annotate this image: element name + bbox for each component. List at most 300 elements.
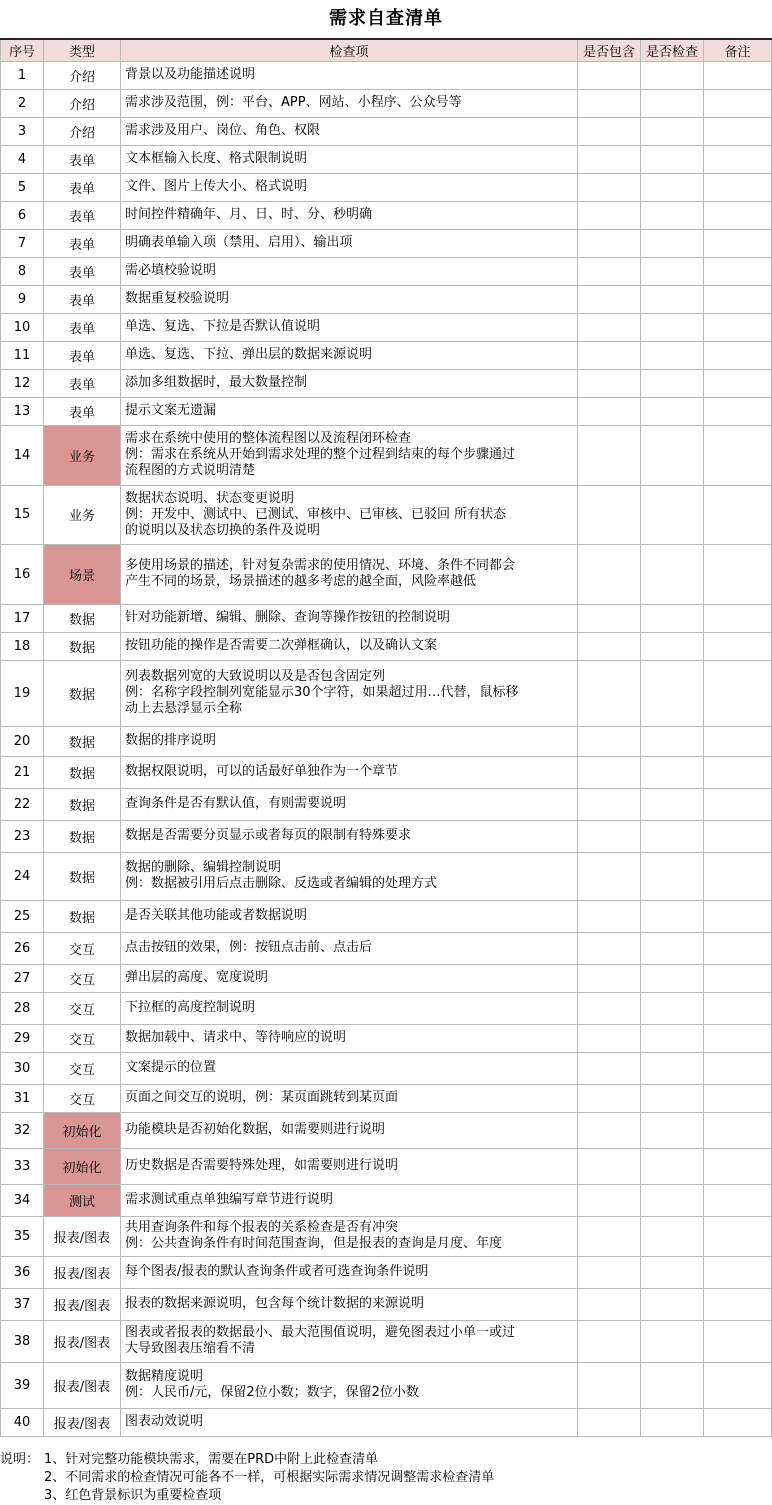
remark-cell[interactable] — [704, 544, 772, 604]
table-row — [1, 964, 772, 992]
type-cell[interactable]: 交互 — [44, 992, 121, 1024]
remark-cell[interactable] — [704, 964, 772, 992]
check-item-cell[interactable] — [121, 1084, 578, 1112]
included-cell[interactable] — [578, 632, 641, 660]
remark-cell[interactable] — [704, 820, 772, 852]
included-cell[interactable] — [578, 1320, 641, 1362]
included-cell[interactable] — [578, 1362, 641, 1408]
type-cell[interactable]: 数据 — [44, 660, 121, 726]
included-cell[interactable] — [578, 820, 641, 852]
checked-cell[interactable] — [641, 1362, 704, 1408]
checked-cell[interactable] — [641, 756, 704, 788]
checked-cell[interactable] — [641, 1084, 704, 1112]
checked-cell[interactable] — [641, 89, 704, 117]
remark-cell[interactable] — [704, 1184, 772, 1216]
checked-cell[interactable] — [641, 369, 704, 397]
row-number-cell[interactable]: 22 — [1, 788, 44, 820]
check-item-cell[interactable] — [121, 61, 578, 89]
check-item-cell[interactable] — [121, 1320, 578, 1362]
type-cell[interactable]: 业务 — [44, 425, 121, 485]
remark-cell[interactable] — [704, 660, 772, 726]
table-body — [1, 61, 772, 1436]
row-number-cell[interactable]: 28 — [1, 992, 44, 1024]
check-item-cell[interactable] — [121, 1256, 578, 1288]
checked-cell[interactable] — [641, 397, 704, 425]
check-item-line: 数据的排序说明 — [125, 733, 217, 748]
included-cell[interactable] — [578, 229, 641, 257]
type-cell[interactable]: 交互 — [44, 964, 121, 992]
check-item-line: 是否关联其他功能或者数据说明 — [125, 908, 308, 923]
checked-cell[interactable] — [641, 1052, 704, 1084]
check-item-cell[interactable] — [121, 1408, 578, 1436]
table-row — [1, 425, 772, 485]
row-number-cell[interactable]: 27 — [1, 964, 44, 992]
check-item-cell[interactable] — [121, 820, 578, 852]
table-row — [1, 1320, 772, 1362]
row-number-cell[interactable]: 10 — [1, 313, 44, 341]
included-cell[interactable] — [578, 756, 641, 788]
included-cell[interactable] — [578, 1084, 641, 1112]
checked-cell[interactable] — [641, 632, 704, 660]
remark-cell[interactable] — [704, 1084, 772, 1112]
included-cell[interactable] — [578, 1184, 641, 1216]
included-cell[interactable] — [578, 1256, 641, 1288]
row-number-cell[interactable]: 17 — [1, 604, 44, 632]
check-item-line: 需求涉及用户、岗位、角色、权限 — [125, 123, 321, 138]
table-row — [1, 61, 772, 89]
check-item-line: 例：人民币/元，保留2位小数；数字，保留2位小数 — [125, 1385, 419, 1400]
remark-cell[interactable] — [704, 1320, 772, 1362]
table-row — [1, 1408, 772, 1436]
type-cell[interactable]: 介绍 — [44, 89, 121, 117]
table-row — [1, 852, 772, 900]
row-number-cell[interactable]: 5 — [1, 173, 44, 201]
type-cell[interactable]: 场景 — [44, 544, 121, 604]
row-number-cell[interactable]: 8 — [1, 257, 44, 285]
remark-cell[interactable] — [704, 604, 772, 632]
page-title: 需求自查清单 — [329, 8, 443, 29]
included-cell[interactable] — [578, 257, 641, 285]
row-number-cell[interactable]: 35 — [1, 1216, 44, 1256]
check-item-cell[interactable] — [121, 1362, 578, 1408]
check-item-cell[interactable] — [121, 1024, 578, 1052]
checked-cell[interactable] — [641, 1112, 704, 1148]
remark-cell[interactable] — [704, 313, 772, 341]
table-row — [1, 145, 772, 173]
type-cell[interactable]: 表单 — [44, 145, 121, 173]
type-cell[interactable]: 数据 — [44, 900, 121, 932]
remark-cell[interactable] — [704, 145, 772, 173]
included-cell[interactable] — [578, 341, 641, 369]
checked-cell[interactable] — [641, 604, 704, 632]
check-item-line: 单选、复选、下拉、弹出层的数据来源说明 — [125, 347, 373, 362]
table-row — [1, 313, 772, 341]
header-row — [1, 39, 772, 61]
type-cell[interactable]: 交互 — [44, 1052, 121, 1084]
remark-cell[interactable] — [704, 485, 772, 544]
type-cell[interactable]: 测试 — [44, 1184, 121, 1216]
included-cell[interactable] — [578, 964, 641, 992]
row-number-cell[interactable]: 9 — [1, 285, 44, 313]
row-number-cell[interactable]: 13 — [1, 397, 44, 425]
remark-cell[interactable] — [704, 1148, 772, 1184]
checked-cell[interactable] — [641, 1256, 704, 1288]
checked-cell[interactable] — [641, 1216, 704, 1256]
row-number-cell[interactable]: 15 — [1, 485, 44, 544]
table-row — [1, 1148, 772, 1184]
type-cell[interactable]: 业务 — [44, 485, 121, 544]
note-text: 1、针对完整功能模块需求，需要在PRD中附上此检查清单 — [44, 1451, 379, 1467]
checklist-table — [0, 38, 772, 1437]
table-row — [1, 1112, 772, 1148]
type-cell[interactable]: 报表/图表 — [44, 1408, 121, 1436]
type-cell[interactable]: 表单 — [44, 313, 121, 341]
row-number-cell[interactable]: 4 — [1, 145, 44, 173]
type-cell[interactable]: 表单 — [44, 341, 121, 369]
check-item-cell[interactable] — [121, 341, 578, 369]
check-item-cell[interactable] — [121, 285, 578, 313]
type-cell[interactable]: 介绍 — [44, 61, 121, 89]
check-item-cell[interactable] — [121, 932, 578, 964]
type-cell[interactable]: 表单 — [44, 229, 121, 257]
check-item-line: 图表动效说明 — [125, 1414, 204, 1429]
included-cell[interactable] — [578, 1408, 641, 1436]
type-cell[interactable]: 表单 — [44, 173, 121, 201]
check-item-cell[interactable] — [121, 173, 578, 201]
check-item-cell[interactable] — [121, 1288, 578, 1320]
check-item-cell[interactable] — [121, 201, 578, 229]
row-number-cell[interactable]: 12 — [1, 369, 44, 397]
remark-cell[interactable] — [704, 89, 772, 117]
checked-cell[interactable] — [641, 544, 704, 604]
header-checked[interactable]: 是否检查 — [641, 39, 704, 61]
check-item-cell[interactable] — [121, 117, 578, 145]
checked-cell[interactable] — [641, 485, 704, 544]
remark-cell[interactable] — [704, 1288, 772, 1320]
check-item-line: 的说明以及状态切换的条件及说明 — [125, 522, 321, 538]
included-cell[interactable] — [578, 173, 641, 201]
included-cell[interactable] — [578, 544, 641, 604]
remark-cell[interactable] — [704, 285, 772, 313]
remark-cell[interactable] — [704, 397, 772, 425]
included-cell[interactable] — [578, 660, 641, 726]
header-remark[interactable]: 备注 — [704, 39, 772, 61]
checked-cell[interactable] — [641, 788, 704, 820]
included-cell[interactable] — [578, 852, 641, 900]
checked-cell[interactable] — [641, 1408, 704, 1436]
type-cell[interactable]: 表单 — [44, 257, 121, 285]
remark-cell[interactable] — [704, 229, 772, 257]
included-cell[interactable] — [578, 1024, 641, 1052]
row-number-cell[interactable]: 31 — [1, 1084, 44, 1112]
remark-cell[interactable] — [704, 1052, 772, 1084]
row-number-cell[interactable]: 30 — [1, 1052, 44, 1084]
included-cell[interactable] — [578, 397, 641, 425]
checked-cell[interactable] — [641, 852, 704, 900]
check-item-cell[interactable] — [121, 397, 578, 425]
row-number-cell[interactable]: 36 — [1, 1256, 44, 1288]
type-cell[interactable]: 报表/图表 — [44, 1216, 121, 1256]
included-cell[interactable] — [578, 89, 641, 117]
check-item-cell[interactable] — [121, 632, 578, 660]
included-cell[interactable] — [578, 425, 641, 485]
checked-cell[interactable] — [641, 1024, 704, 1052]
type-cell[interactable]: 数据 — [44, 788, 121, 820]
remark-cell[interactable] — [704, 852, 772, 900]
checked-cell[interactable] — [641, 1184, 704, 1216]
type-cell[interactable]: 交互 — [44, 1024, 121, 1052]
remark-cell[interactable] — [704, 788, 772, 820]
check-item-cell[interactable] — [121, 369, 578, 397]
type-cell[interactable]: 交互 — [44, 1084, 121, 1112]
check-item-cell[interactable] — [121, 1184, 578, 1216]
check-item-cell[interactable] — [121, 257, 578, 285]
included-cell[interactable] — [578, 117, 641, 145]
check-item-line: 添加多组数据时，最大数量控制 — [125, 375, 308, 390]
remark-cell[interactable] — [704, 1408, 772, 1436]
type-cell[interactable]: 报表/图表 — [44, 1362, 121, 1408]
remark-cell[interactable] — [704, 1216, 772, 1256]
row-number-cell[interactable]: 2 — [1, 89, 44, 117]
included-cell[interactable] — [578, 485, 641, 544]
table-row — [1, 89, 772, 117]
remark-cell[interactable] — [704, 425, 772, 485]
included-cell[interactable] — [578, 992, 641, 1024]
check-item-cell[interactable] — [121, 726, 578, 756]
included-cell[interactable] — [578, 932, 641, 964]
table-row — [1, 257, 772, 285]
check-item-line: 文件、图片上传大小、格式说明 — [125, 179, 308, 194]
row-number-cell[interactable]: 26 — [1, 932, 44, 964]
included-cell[interactable] — [578, 145, 641, 173]
header-included[interactable]: 是否包含 — [578, 39, 641, 61]
table-row — [1, 485, 772, 544]
remark-cell[interactable] — [704, 1362, 772, 1408]
note-text: 2、不同需求的检查情况可能各不一样，可根据实际需求情况调整需求检查清单 — [44, 1469, 495, 1485]
check-item-cell[interactable] — [121, 145, 578, 173]
check-item-line: 需求测试重点单独编写章节进行说明 — [125, 1192, 334, 1207]
row-number-cell[interactable]: 6 — [1, 201, 44, 229]
check-item-line: 提示文案无遗漏 — [125, 403, 217, 418]
check-item-cell[interactable] — [121, 425, 578, 485]
checked-cell[interactable] — [641, 61, 704, 89]
type-cell[interactable]: 数据 — [44, 604, 121, 632]
type-cell[interactable]: 数据 — [44, 756, 121, 788]
included-cell[interactable] — [578, 726, 641, 756]
included-cell[interactable] — [578, 1216, 641, 1256]
check-item-line: 产生不同的场景，场景描述的越多考虑的越全面，风险率越低 — [125, 574, 477, 589]
check-item-cell[interactable] — [121, 544, 578, 604]
remark-cell[interactable] — [704, 932, 772, 964]
checked-cell[interactable] — [641, 173, 704, 201]
row-number-cell[interactable]: 1 — [1, 61, 44, 89]
check-item-line: 背景以及功能描述说明 — [125, 67, 256, 82]
row-number-cell[interactable]: 18 — [1, 632, 44, 660]
remark-cell[interactable] — [704, 201, 772, 229]
included-cell[interactable] — [578, 1148, 641, 1184]
remark-cell[interactable] — [704, 369, 772, 397]
row-number-cell[interactable]: 20 — [1, 726, 44, 756]
type-cell[interactable]: 交互 — [44, 932, 121, 964]
row-number-cell[interactable]: 3 — [1, 117, 44, 145]
checked-cell[interactable] — [641, 726, 704, 756]
checked-cell[interactable] — [641, 932, 704, 964]
checked-cell[interactable] — [641, 992, 704, 1024]
type-cell[interactable]: 表单 — [44, 285, 121, 313]
check-item-line: 例：需求在系统从开始到需求处理的整个过程到结束的每个步骤通过 — [125, 447, 516, 462]
table-row — [1, 369, 772, 397]
included-cell[interactable] — [578, 313, 641, 341]
check-item-cell[interactable] — [121, 756, 578, 788]
remark-cell[interactable] — [704, 726, 772, 756]
check-item-cell[interactable] — [121, 1216, 578, 1256]
included-cell[interactable] — [578, 201, 641, 229]
checked-cell[interactable] — [641, 425, 704, 485]
checked-cell[interactable] — [641, 341, 704, 369]
check-item-cell[interactable] — [121, 788, 578, 820]
check-item-line: 点击按钮的效果，例：按钮点击前、点击后 — [125, 940, 373, 955]
type-cell[interactable]: 报表/图表 — [44, 1320, 121, 1362]
included-cell[interactable] — [578, 61, 641, 89]
check-item-cell[interactable] — [121, 660, 578, 726]
checked-cell[interactable] — [641, 964, 704, 992]
type-cell[interactable]: 数据 — [44, 632, 121, 660]
type-cell[interactable]: 数据 — [44, 852, 121, 900]
check-item-line: 文本框输入长度、格式限制说明 — [125, 151, 308, 166]
row-number-cell[interactable]: 25 — [1, 900, 44, 932]
check-item-cell[interactable] — [121, 89, 578, 117]
remark-cell[interactable] — [704, 341, 772, 369]
included-cell[interactable] — [578, 604, 641, 632]
check-item-cell[interactable] — [121, 604, 578, 632]
row-number-cell[interactable]: 11 — [1, 341, 44, 369]
check-item-cell[interactable] — [121, 852, 578, 900]
table-row — [1, 1362, 772, 1408]
row-number-cell[interactable]: 38 — [1, 1320, 44, 1362]
included-cell[interactable] — [578, 1112, 641, 1148]
type-cell[interactable]: 初始化 — [44, 1148, 121, 1184]
checked-cell[interactable] — [641, 145, 704, 173]
type-cell[interactable]: 报表/图表 — [44, 1256, 121, 1288]
checked-cell[interactable] — [641, 1288, 704, 1320]
included-cell[interactable] — [578, 1052, 641, 1084]
included-cell[interactable] — [578, 788, 641, 820]
remark-cell[interactable] — [704, 61, 772, 89]
check-item-cell[interactable] — [121, 1052, 578, 1084]
check-item-line: 数据加载中、请求中、等待响应的说明 — [125, 1030, 347, 1045]
check-item-line: 大导致图表压缩看不清 — [125, 1341, 256, 1356]
row-number-cell[interactable]: 14 — [1, 425, 44, 485]
row-number-cell[interactable]: 33 — [1, 1148, 44, 1184]
checked-cell[interactable] — [641, 117, 704, 145]
checked-cell[interactable] — [641, 313, 704, 341]
included-cell[interactable] — [578, 1288, 641, 1320]
check-item-line: 报表的数据来源说明，包含每个统计数据的来源说明 — [125, 1296, 425, 1311]
table-row — [1, 1084, 772, 1112]
type-cell[interactable]: 数据 — [44, 820, 121, 852]
check-item-cell[interactable] — [121, 1148, 578, 1184]
remark-cell[interactable] — [704, 632, 772, 660]
check-item-cell[interactable] — [121, 485, 578, 544]
check-item-cell[interactable] — [121, 313, 578, 341]
checked-cell[interactable] — [641, 820, 704, 852]
row-number-cell[interactable]: 34 — [1, 1184, 44, 1216]
header-item[interactable]: 检查项 — [121, 39, 578, 61]
check-item-cell[interactable] — [121, 964, 578, 992]
type-cell[interactable]: 表单 — [44, 397, 121, 425]
row-number-cell[interactable]: 24 — [1, 852, 44, 900]
remark-cell[interactable] — [704, 756, 772, 788]
row-number-cell[interactable]: 23 — [1, 820, 44, 852]
header-no[interactable]: 序号 — [1, 39, 44, 61]
header-type[interactable]: 类型 — [44, 39, 121, 61]
row-number-cell[interactable]: 39 — [1, 1362, 44, 1408]
checked-cell[interactable] — [641, 285, 704, 313]
remark-cell[interactable] — [704, 1256, 772, 1288]
checked-cell[interactable] — [641, 1148, 704, 1184]
row-number-cell[interactable]: 21 — [1, 756, 44, 788]
row-number-cell[interactable]: 19 — [1, 660, 44, 726]
type-cell[interactable]: 表单 — [44, 201, 121, 229]
check-item-cell[interactable] — [121, 992, 578, 1024]
row-number-cell[interactable]: 40 — [1, 1408, 44, 1436]
check-item-line: 功能模块是否初始化数据，如需要则进行说明 — [125, 1122, 386, 1137]
check-item-line: 数据状态说明、状态变更说明 — [125, 490, 295, 506]
check-item-cell[interactable] — [121, 229, 578, 257]
type-cell[interactable]: 报表/图表 — [44, 1288, 121, 1320]
remark-cell[interactable] — [704, 900, 772, 932]
type-cell[interactable]: 初始化 — [44, 1112, 121, 1148]
table-row — [1, 397, 772, 425]
check-item-line: 数据的删除、编辑控制说明 — [125, 860, 282, 875]
remark-cell[interactable] — [704, 1112, 772, 1148]
checked-cell[interactable] — [641, 201, 704, 229]
checked-cell[interactable] — [641, 229, 704, 257]
checked-cell[interactable] — [641, 660, 704, 726]
row-number-cell[interactable]: 32 — [1, 1112, 44, 1148]
included-cell[interactable] — [578, 285, 641, 313]
type-cell[interactable]: 介绍 — [44, 117, 121, 145]
remark-cell[interactable] — [704, 992, 772, 1024]
row-number-cell[interactable]: 29 — [1, 1024, 44, 1052]
table-row — [1, 1184, 772, 1216]
type-cell[interactable]: 表单 — [44, 369, 121, 397]
row-number-cell[interactable]: 37 — [1, 1288, 44, 1320]
table-row — [1, 544, 772, 604]
remark-cell[interactable] — [704, 1024, 772, 1052]
check-item-line: 查询条件是否有默认值，有则需要说明 — [125, 796, 347, 811]
check-item-line: 弹出层的高度、宽度说明 — [125, 970, 269, 985]
checked-cell[interactable] — [641, 900, 704, 932]
checked-cell[interactable] — [641, 1320, 704, 1362]
table-row — [1, 1216, 772, 1256]
notes — [0, 1437, 772, 1505]
check-item-line: 例：开发中、测试中、已测试、审核中、已审核、已驳回 所有状态 — [125, 506, 507, 522]
check-item-cell[interactable] — [121, 900, 578, 932]
checked-cell[interactable] — [641, 257, 704, 285]
check-item-line: 下拉框的高度控制说明 — [125, 1000, 256, 1015]
remark-cell[interactable] — [704, 173, 772, 201]
row-number-cell[interactable]: 16 — [1, 544, 44, 604]
included-cell[interactable] — [578, 369, 641, 397]
remark-cell[interactable] — [704, 117, 772, 145]
included-cell[interactable] — [578, 900, 641, 932]
row-number-cell[interactable]: 7 — [1, 229, 44, 257]
remark-cell[interactable] — [704, 257, 772, 285]
table-row — [1, 992, 772, 1024]
type-cell[interactable]: 数据 — [44, 726, 121, 756]
check-item-cell[interactable] — [121, 1112, 578, 1148]
